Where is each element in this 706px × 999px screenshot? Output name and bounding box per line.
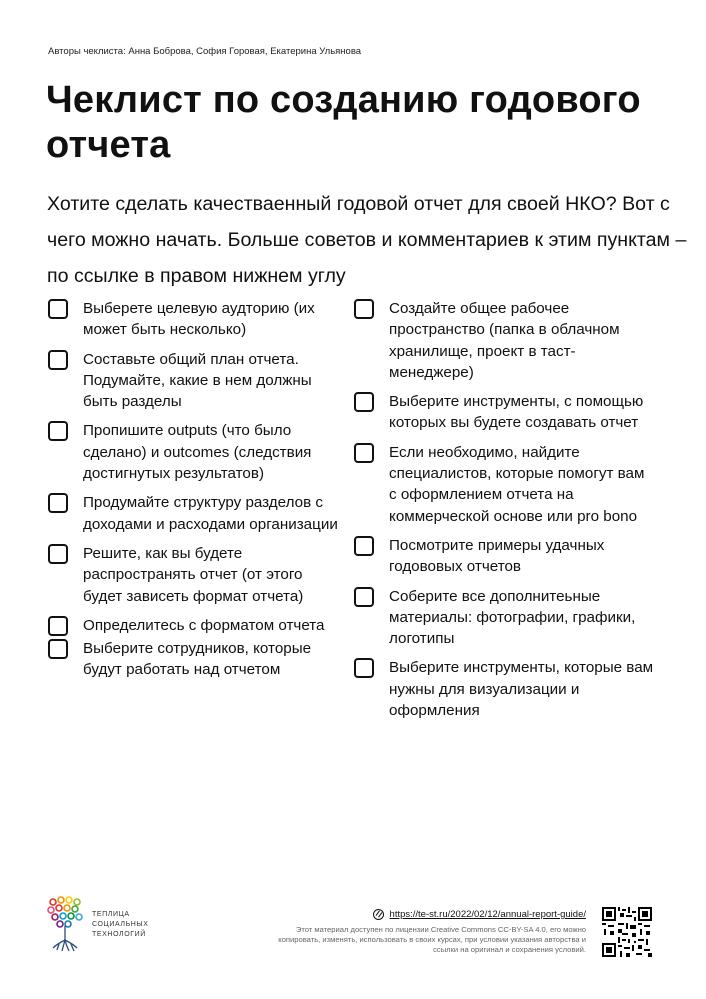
intro-text: Хотите сделать качестваенный годовой отчет для своей НКО? Вот с чего можно начать. Больше советов и комментариев к этим пунктам – по ссылке в правом нижнем углу	[47, 193, 687, 287]
checklist-item[interactable]	[354, 586, 654, 650]
checklist-item-label: Определитесь с форматом отчета	[83, 616, 325, 634]
checklist-item[interactable]	[354, 535, 654, 578]
checklist-item[interactable]	[48, 298, 338, 341]
checklist-item[interactable]	[354, 298, 654, 383]
checkbox[interactable]	[48, 299, 68, 319]
checklist-item[interactable]	[48, 420, 338, 484]
checkbox[interactable]	[354, 443, 374, 463]
checklist-item[interactable]	[48, 615, 338, 636]
checklist-item-label: Пропишите outputs (что было сделано) и outcomes (следствия достигнутых результатов)	[83, 422, 312, 483]
checklist-item-label: Соберите все дополнитеьные материалы: фотографии, графики, логотипы	[389, 587, 636, 648]
checkbox[interactable]	[354, 536, 374, 556]
authors-line: Авторы чеклиста: Анна Боброва, София Горовая, Екатерина Ульянова	[48, 46, 362, 57]
checklist-item-label: Решите, как вы будете распространять отчет (от этого будет зависеть формат отчета)	[83, 544, 304, 605]
license-text: Этот материал доступен по лицензии Creative Commons CC-BY-SA 4.0, его можно копировать, изменять, использовать в своих курсах, при условии указания авторства и ссылки на оригинал и сохранения условий.	[278, 925, 586, 954]
checklist-right-column	[354, 298, 654, 729]
checklist-item-label: Выберете целевую аудторию (их может быть несколько)	[83, 300, 315, 339]
checkbox[interactable]	[48, 421, 68, 441]
checklist-item[interactable]	[48, 638, 338, 681]
link-icon	[373, 909, 384, 920]
checkbox[interactable]	[354, 587, 374, 607]
checkbox[interactable]	[354, 392, 374, 412]
checklist-item-label: Создайте общее рабочее пространство (папка в облачном хранилище, проект в таст-менеджере)	[389, 300, 620, 381]
checklist-item-label: Выберите инструменты, с помощью которых вы будете создавать отчет	[389, 393, 644, 432]
source-link-row	[373, 909, 586, 920]
checklist-item[interactable]	[354, 657, 654, 721]
teplitsa-logo-icon	[47, 896, 83, 952]
checklist-item-label: Продумайте структуру разделов с доходами и расходами организации	[83, 494, 338, 533]
source-link[interactable]: https://te-st.ru/2022/02/12/annual-report-guide/	[389, 909, 586, 920]
qr-code-icon[interactable]	[602, 907, 652, 957]
checklist-item-label: Составьте общий план отчета. Подумайте, какие в нем должны быть разделы	[83, 350, 312, 411]
checklist-item[interactable]	[354, 391, 654, 434]
checklist-item-label: Выберите инструменты, которые вам нужны для визуализации и оформления	[389, 659, 654, 720]
page-title: Чеклист по созданию годового отчета	[46, 79, 641, 166]
checklist-item[interactable]	[48, 492, 338, 535]
checklist-item[interactable]	[48, 543, 338, 607]
checklist-left-column	[48, 298, 338, 689]
checklist-item[interactable]	[354, 442, 654, 527]
organization-name: ТЕПЛИЦА СОЦИАЛЬНЫХ ТЕХНОЛОГИЙ	[92, 911, 149, 938]
checklist-item-label: Выберите сотрудников, которые будут работать над отчетом	[83, 640, 312, 679]
checkbox[interactable]	[48, 616, 68, 636]
checkbox[interactable]	[48, 639, 68, 659]
checkbox[interactable]	[48, 493, 68, 513]
checkbox[interactable]	[48, 350, 68, 370]
checklist-item[interactable]	[48, 349, 338, 413]
checkbox[interactable]	[48, 544, 68, 564]
checklist-item-label: Если необходимо, найдите специалистов, которые помогут вам с оформлением отчета на коммерческой основе или pro bono	[389, 443, 645, 525]
checkbox[interactable]	[354, 299, 374, 319]
checklist-item-label: Посмотрите примеры удачных годововых отчетов	[389, 536, 605, 576]
checkbox[interactable]	[354, 658, 374, 678]
